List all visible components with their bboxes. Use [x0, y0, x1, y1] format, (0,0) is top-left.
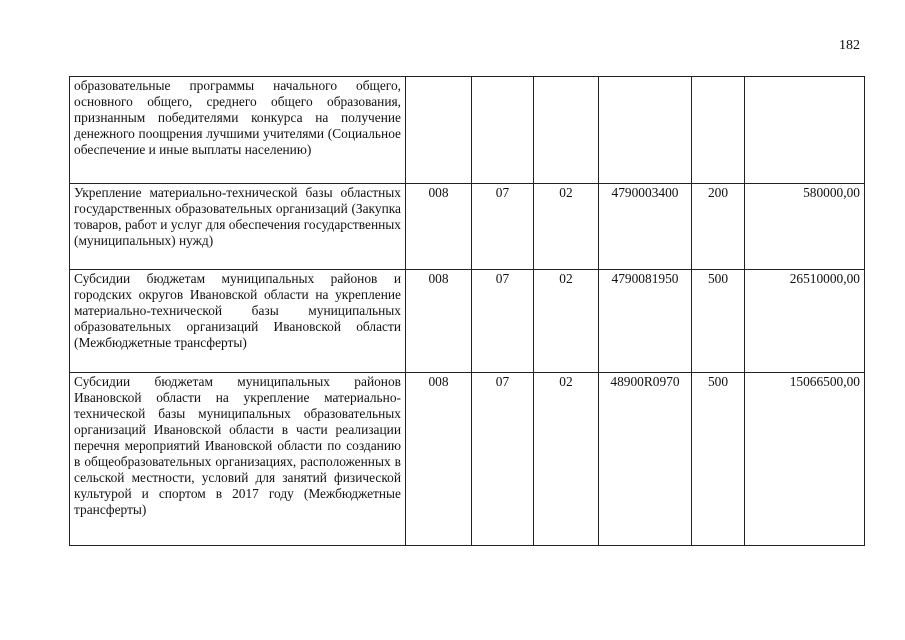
- target-article-code: [599, 77, 692, 184]
- row-name: Субсидии бюджетам муниципальных районов Ивановской области на укрепление материально-технической базы муниципальных образовательных организаций Ивановской области в части реализации перечня мероприятий Ивановской области по созданию в общеобразовательных организациях, расположенных в сельской местности, условий для занятий физической культурой и спортом в 2017 году (Межбюджетные трансферты): [70, 373, 406, 546]
- section-code: [472, 77, 534, 184]
- target-article-code: 4790003400: [599, 184, 692, 270]
- table-row: [70, 77, 865, 184]
- subsection-code: 02: [534, 373, 599, 546]
- expense-type-code: 500: [692, 373, 745, 546]
- target-article-code: 48900R0970: [599, 373, 692, 546]
- table-row: [70, 184, 865, 270]
- subsection-code: 02: [534, 270, 599, 373]
- row-name: Субсидии бюджетам муниципальных районов и городских округов Ивановской области на укрепление материально-технической базы муниципальных образовательных организаций Ивановской области (Межбюджетные трансферты): [70, 270, 406, 373]
- expense-type-code: 200: [692, 184, 745, 270]
- subsection-code: [534, 77, 599, 184]
- section-code: 07: [472, 184, 534, 270]
- section-code: 07: [472, 270, 534, 373]
- amount: 580000,00: [745, 184, 865, 270]
- expense-type-code: [692, 77, 745, 184]
- ministry-code: [406, 77, 472, 184]
- page-number: 182: [839, 38, 860, 53]
- section-code: 07: [472, 373, 534, 546]
- expense-type-code: 500: [692, 270, 745, 373]
- ministry-code: 008: [406, 270, 472, 373]
- table-row: [70, 270, 865, 373]
- target-article-code: 4790081950: [599, 270, 692, 373]
- subsection-code: 02: [534, 184, 599, 270]
- amount: [745, 77, 865, 184]
- table-row: [70, 373, 865, 546]
- budget-table: [69, 76, 865, 546]
- ministry-code: 008: [406, 184, 472, 270]
- row-name: образовательные программы начального общего, основного общего, среднего общего образования, признанным победителями конкурса на получение денежного поощрения лучшими учителями (Социальное обеспечение и иные выплаты населению): [70, 77, 406, 184]
- ministry-code: 008: [406, 373, 472, 546]
- row-name: Укрепление материально-технической базы областных государственных образовательных организаций (Закупка товаров, работ и услуг для обеспечения государственных (муниципальных) нужд): [70, 184, 406, 270]
- amount: 26510000,00: [745, 270, 865, 373]
- amount: 15066500,00: [745, 373, 865, 546]
